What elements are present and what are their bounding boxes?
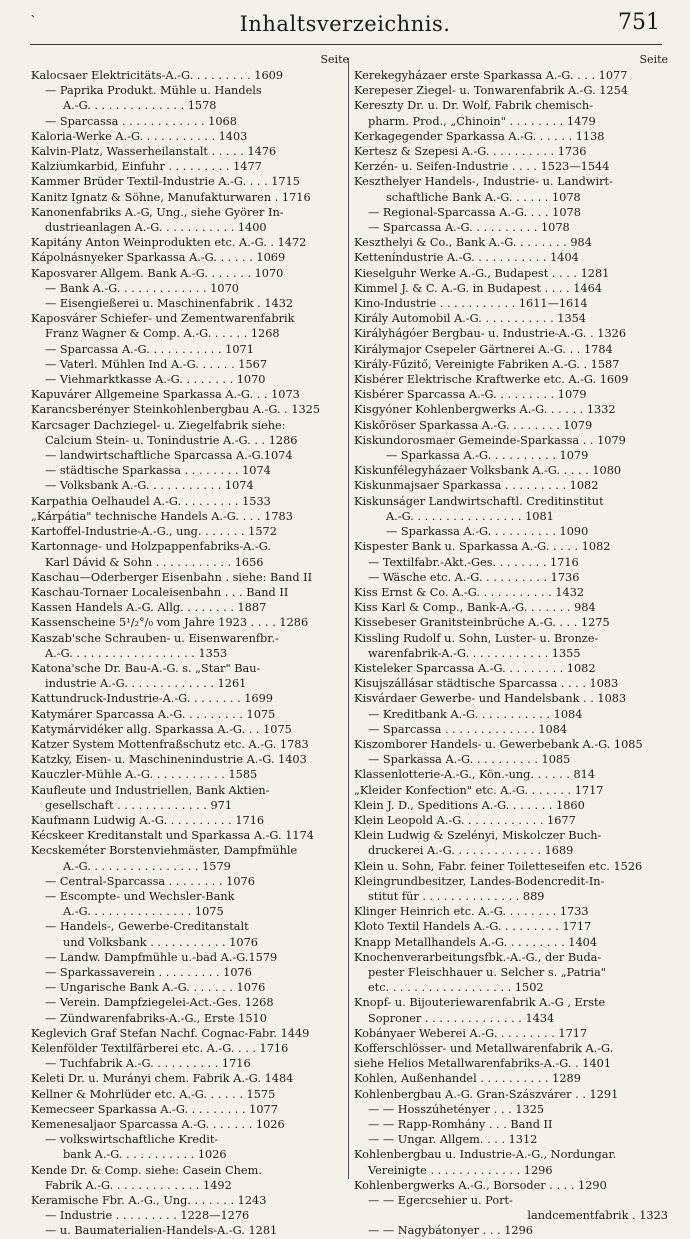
index-entry: Fabrik A.-G. . . . . . . . . . . . . 1492 [45, 1178, 232, 1192]
index-entry: Király-Fűzitő, Vereinigte Fabriken A.-G. . 1587 [354, 357, 620, 371]
index-entry: — landwirtschaftliche Sparcassa A.-G.1074 [45, 449, 293, 463]
index-entry: Klassenlotterie-A.-G., Kön.-ung. . . . . . 814 [354, 768, 596, 782]
index-entry: Kisbérer Sparcassa A.-G. . . . . . . . . 1079 [354, 388, 587, 402]
index-entry: Kécskeer Kreditanstalt und Sparkassa A.-G. 1174 [31, 829, 314, 843]
index-entry: — — Rapp-Romhány . . . Band II [368, 1118, 553, 1132]
index-entry: Klein u. Sohn, Fabr. feiner Toiletteseifen etc. 1526 [354, 859, 643, 873]
index-entry: — Paprika Produkt. Mühle u. Handels [45, 84, 262, 98]
index-entry: Kalvin-Platz, Wasserheilanstalt . . . . . 1476 [31, 145, 277, 159]
index-entry: Katzky, Eisen- u. Maschinenindustrie A.-G. 1403 [31, 753, 307, 767]
index-entry: — u. Baumaterialien-Handels-A.-G. 1281 [45, 1224, 278, 1238]
index-entry: — Volksbank A.-G. . . . . . . . . . . 1074 [45, 479, 254, 493]
index-entry: A.-G. . . . . . . . . . . . . . . . . . 1353 [45, 646, 228, 660]
index-entry: Kohlenbergbau u. Industrie-A.-G., Nordungar. [354, 1148, 617, 1162]
page-title: Inhaltsverzeichnis. [239, 12, 451, 36]
index-entry: A.-G. . . . . . . . . . . . . . . . 1579 [63, 859, 231, 873]
index-entry: — Textilfabr.-Akt.-Ges. . . . . . . . 1716 [368, 555, 579, 569]
index-entry: Királyhágóer Bergbau- u. Industrie-A.-G. . 1326 [354, 327, 627, 341]
index-entry: — Eisengießerei u. Maschinenfabrik . 1432 [45, 297, 294, 311]
index-entry: druckerei A.-G. . . . . . . . . . . . . 1689 [368, 844, 574, 858]
index-entry: Keszthelyi & Co., Bank A.-G. . . . . . . . 984 [354, 236, 592, 250]
index-entry: Kohlenbergwerks A.-G., Borsoder . . . . 1290 [354, 1178, 607, 1192]
index-entry: Keglevich Graf Stefan Nachf. Cognac-Fabr. 1449 [31, 1026, 310, 1040]
index-entry: Kisgyóner Kohlenbergwerks A.-G. . . . . . 1332 [354, 403, 616, 417]
index-entry: — volkswirtschaftliche Kredit- [45, 1133, 219, 1147]
index-entry: — Kreditbank A.-G. . . . . . . . . . . 1084 [368, 707, 583, 721]
index-entry: Kiskunmajsaer Sparkassa . . . . . . . . . 1082 [354, 479, 599, 493]
index-entry: A.-G. . . . . . . . . . . . . . . . 1081 [386, 509, 554, 523]
index-entry: Keramische Fbr. A.-G., Ung. . . . . . . 1243 [31, 1194, 267, 1208]
index-entry: — Sparcassa . . . . . . . . . . . . . 1084 [368, 722, 568, 736]
index-entry: Kanonenfabriks A.-G, Ung., siehe Györer In- [31, 205, 284, 219]
header-mark: ` [30, 14, 37, 30]
column-divider [348, 58, 349, 1179]
index-entry: Franz Wagner & Comp. A.-G. . . . . . 1268 [45, 327, 280, 341]
index-entry: Kaufleute und Industriellen, Bank Aktien- [31, 783, 270, 797]
page-number: 751 [618, 10, 660, 35]
index-entry: Katona'sche Dr. Bau-A.-G. s. „Star" Bau- [31, 661, 261, 675]
page-header [0, 6, 690, 46]
index-entry: Kimmel J. & C. A.-G. in Budapest . . . . 1464 [354, 281, 602, 295]
index-entry: A.-G. . . . . . . . . . . . . . . 1075 [63, 905, 224, 919]
index-entry: Kaposvarer Allgem. Bank A.-G. . . . . . . 1070 [31, 266, 284, 280]
index-entry: — Industrie . . . . . . . . . 1228—1276 [45, 1209, 250, 1223]
index-entry: Kiskunságer Landwirtschaftl. Creditinstitut [354, 494, 604, 508]
index-entry: und Volksbank . . . . . . . . . . . 1076 [63, 935, 258, 949]
index-entry: Királymajor Csepeler Gärtnerei A.-G. . . 1784 [354, 342, 613, 356]
index-entry: Soproner . . . . . . . . . . . . . . 1434 [368, 1011, 555, 1025]
index-entry: stitut für . . . . . . . . . . . . . . 889 [368, 889, 545, 903]
index-entry: pharm. Prod., „Chinoin" . . . . . . . . 1479 [368, 114, 596, 128]
index-entry: — — Nagybátonyer . . . 1296 [368, 1224, 533, 1238]
left-entries [31, 68, 349, 1239]
index-entry: Kissling Rudolf u. Sohn, Luster- u. Bronze- [354, 631, 599, 645]
index-entry: Kiszomborer Handels- u. Gewerbebank A.-G. 1085 [354, 737, 643, 751]
index-entry: Kleingrundbesitzer, Landes-Bodencredit-In- [354, 874, 605, 888]
index-entry: Kerzén- u. Seifen-Industrie . . . . 1523—1544 [354, 160, 610, 174]
index-entry: Kammer Brüder Textil-Industrie A.-G. . . . 1715 [31, 175, 300, 189]
index-entry: Klein Ludwig & Szelényi, Miskolczer Buch- [354, 829, 602, 843]
index-entry: Kecskeméter Borstenviehmäster, Dampfmühle [31, 844, 298, 858]
index-entry: Karl Dávid & Sohn . . . . . . . . . . . 1656 [45, 555, 264, 569]
index-entry: Kereszty Dr. u. Dr. Wolf, Fabrik chemisch- [354, 99, 593, 113]
index-entry: Kellner & Mohrlüder etc. A.-G. . . . . . 1575 [31, 1087, 276, 1101]
index-entry: Kemecseer Sparkassa A.-G. . . . . . . . . 1077 [31, 1102, 278, 1116]
index-entry: Kofferschlösser- und Metallwarenfabrik A.-G. [354, 1042, 614, 1055]
index-entry: warenfabrik-A.-G. . . . . . . . . . . . 1355 [368, 646, 581, 660]
index-entry: Kieselguhr Werke A.-G., Budapest . . . . 1281 [354, 266, 610, 280]
index-entry: — Ungarische Bank A.-G. . . . . . . 1076 [45, 981, 266, 995]
index-entry: Kloto Textil Handels A.-G. . . . . . . . . 1717 [354, 920, 592, 934]
index-entry: gesellschaft . . . . . . . . . . . . . 971 [45, 798, 232, 812]
index-entry: Kiss Ernst & Co. A.-G. . . . . . . . . . . 1432 [354, 585, 585, 599]
index-entry: etc. . . . . . . . . . . . . . . . . . 1502 [368, 981, 544, 995]
index-entry: Klein Leopold A.-G. . . . . . . . . . . . 1677 [354, 813, 576, 827]
index-entry: Katymárer Sparcassa A.-G. . . . . . . . . 1075 [31, 707, 276, 721]
index-entry: Kohlenbergbau A.-G. Gran-Szászvárer . . 1291 [354, 1087, 619, 1101]
index-entry: — Central-Sparcassa . . . . . . . . 1076 [45, 874, 255, 888]
index-entry: pester Fleischhauer u. Selcher s. „Patria" [368, 965, 606, 979]
index-entry: Kende Dr. & Comp. siehe: Casein Chem. [31, 1163, 262, 1177]
index-entry: Klein J. D., Speditions A.-G. . . . . . . 1860 [354, 798, 585, 812]
index-entry: Kattundruck-Industrie-A.-G. . . . . . . . 1699 [31, 692, 273, 706]
index-entry: Kerekegyházaer erste Sparkassa A.-G. . . . 1077 [354, 69, 628, 82]
index-entry: schaftliche Bank A.-G. . . . . . 1078 [386, 190, 581, 204]
index-entry: Knochenverarbeitungsfbk.-A.-G., der Buda- [354, 950, 602, 964]
index-entry: Karancsberényer Steinkohlenbergbau A.-G. . 1325 [31, 403, 321, 417]
index-entry: industrie A.-G. . . . . . . . . . . . . 1261 [45, 677, 247, 691]
index-entry: Knopf- u. Bijouteriewarenfabrik A.-G , Erste [354, 996, 606, 1010]
index-entry: Kaschau—Oderberger Eisenbahn . siehe: Band II [31, 570, 313, 584]
index-entry: Kiss Karl & Comp., Bank-A.-G. . . . . . . 984 [354, 601, 596, 615]
index-entry: Kemenesaljaor Sparcassa A.-G. . . . . . . 1026 [31, 1118, 285, 1132]
index-entry: Kassenscheine 5¹/₂°/₀ vom Jahre 1923 . . . . 1286 [31, 616, 309, 630]
index-entry: Kápolnásnyeker Sparkassa A.-G. . . . . . 1069 [31, 251, 286, 265]
right-entries [354, 68, 668, 1239]
index-entry: — Vaterl. Mühlen Ind A.-G. . . . . . 1567 [45, 357, 268, 371]
index-entry: dustrieanlagen A.-G. . . . . . . . . . . 1400 [45, 221, 267, 235]
index-entry: Kassen Handels A.-G. Allg. . . . . . . . 1887 [31, 601, 267, 615]
index-entry: Kertesz & Szepesi A.-G. . . . . . . . . . 1736 [354, 145, 587, 159]
index-entry: Kisujszállásar städtische Sparcassa . . . . 1083 [354, 677, 619, 691]
index-entry: Karcsager Dachziegel- u. Ziegelfabrik siehe: [31, 418, 286, 432]
index-entry: — Regional-Sparcassa A.-G. . . . 1078 [368, 205, 581, 219]
index-entry: — Sparkassa A.-G. . . . . . . . . . 1090 [386, 525, 589, 539]
index-entry: Keleti Dr. u. Murányi chem. Fabrik A.-G. 1484 [31, 1072, 294, 1086]
index-entry: Kiskunfélegyházaer Volksbank A.-G. . . . . 1080 [354, 464, 622, 478]
index-entry: — — Egercsehier u. Port- [368, 1194, 513, 1208]
index-entry: Katymárvidéker allg. Sparkassa A.-G. . . 1075 [31, 722, 292, 736]
index-entry: — — Hosszúhetényer . . . 1325 [368, 1102, 545, 1116]
index-entry: Calcium Stein- u. Tonindustrie A.-G. . . 1286 [45, 433, 298, 447]
index-entry: Kalocsaer Elektricitäts-A.-G. . . . . . . . . 1609 [31, 69, 284, 82]
index-entry: Kisbérer Elektrische Kraftwerke etc. A.-G. 1609 [354, 373, 629, 387]
index-entry: „Kárpátia" technische Handels A.-G. . . . 1783 [31, 509, 293, 523]
index-entry: — Sparkassa A.-G. . . . . . . . . . 1079 [386, 449, 589, 463]
index-entry: Kiskőröser Sparkassa A.-G. . . . . . . . 1079 [354, 418, 593, 432]
index-entry: Kalziumkarbid, Einfuhr . . . . . . . . . 1477 [31, 160, 262, 174]
index-entry: — Sparkassaverein . . . . . . . . . 1076 [45, 965, 252, 979]
index-entry: Katzer System Mottenfraßschutz etc. A.-G. 1783 [31, 737, 309, 751]
index-entry: siehe Helios Metallwarenfabriks-A.-G. . 1401 [354, 1057, 612, 1071]
index-entry: Kaszab'sche Schrauben- u. Eisenwarenfbr.- [31, 631, 279, 645]
index-entry: — Tuchfabrik A.-G. . . . . . . . . . 1716 [45, 1057, 251, 1071]
index-entry: — Sparkassa A.-G. . . . . . . . . . 1085 [368, 753, 571, 767]
index-entry: landcementfabrik . 1323 [527, 1209, 668, 1223]
index-entry: Keszthelyer Handels-, Industrie- u. Landwirt- [354, 175, 613, 189]
index-entry: Kaschau-Tornaer Localeisenbahn . . . Band II [31, 585, 289, 599]
index-entry: Kanitz Ignatz & Söhne, Manufakturwaren . 1716 [31, 190, 311, 204]
index-entry: Kaposvárer Schiefer- und Zementwarenfabrik [31, 312, 295, 326]
index-entry: — Viehmarktkasse A.-G. . . . . . . . 1070 [45, 373, 266, 387]
index-entry: Kispester Bank u. Sparkassa A.-G. . . . . 1082 [354, 540, 611, 554]
index-entry: bank A.-G. . . . . . . . . . . 1026 [63, 1148, 227, 1162]
index-entry: Kino-Industrie . . . . . . . . . . . 1611—1614 [354, 297, 588, 311]
index-entry: Kapuvárer Allgemeine Sparkassa A.-G. . . 1073 [31, 388, 300, 402]
index-entry: — Zündwarenfabriks-A.-G., Erste 1510 [45, 1011, 267, 1025]
index-entry: — städtische Sparkassa . . . . . . . . 1074 [45, 464, 271, 478]
index-entry: Klinger Heinrich etc. A.-G. . . . . . . . 1733 [354, 905, 589, 919]
left-seite-label: Seite [320, 53, 349, 66]
index-entry: Karpathia Oelhaudel A.-G. . . . . . . . . 1533 [31, 494, 271, 508]
header-rule [30, 44, 662, 45]
index-entry: Kiskundorosmaer Gemeinde-Sparkassa . . 1079 [354, 433, 626, 447]
index-entry: Kerepeser Ziegel- u. Tonwarenfabrik A.-G. 1254 [354, 84, 629, 98]
index-entry: Kisteleker Sparcassa A.-G. . . . . . . . . 1082 [354, 661, 596, 675]
index-entry: Király Automobil A.-G. . . . . . . . . . . 1354 [354, 312, 587, 326]
index-entry: — Escompte- und Wechsler-Bank [45, 889, 235, 903]
index-entry: — — Ungar. Allgem. . . . 1312 [368, 1133, 538, 1147]
left-column [31, 52, 349, 1239]
index-entry: — Handels-, Gewerbe-Creditanstalt [45, 920, 249, 934]
index-entry: — Verein. Dampfziegelei-Act.-Ges. 1268 [45, 996, 274, 1010]
index-entry: Kartoffel-Industrie-A.-G., ung. . . . . . . 1572 [31, 525, 277, 539]
index-entry: Kaloria-Werke A.-G. . . . . . . . . . . 1403 [31, 129, 248, 143]
index-entry: Knapp Metallhandels A.-G. . . . . . . . . 1404 [354, 935, 598, 949]
index-entry: Vereinigte . . . . . . . . . . . . . 1296 [368, 1163, 553, 1177]
index-entry: — Landw. Dampfmühle u.-bad A.-G.1579 [45, 950, 278, 964]
index-entry: — Sparcassa A.-G. . . . . . . . . . 1078 [368, 221, 570, 235]
index-entry: Kartonnage- und Holzpappenfabriks-A.-G. [31, 540, 271, 554]
right-column [354, 52, 668, 1239]
index-entry: A.-G. . . . . . . . . . . . . . 1578 [63, 99, 217, 113]
index-entry: Kapitány Anton Weinprodukten etc. A.-G. . 1472 [31, 236, 307, 250]
index-entry: Ketteníndustrie A.-G. . . . . . . . . . . 1404 [354, 251, 579, 265]
index-entry: Kerkagegender Sparkassa A.-G. . . . . . 1138 [354, 129, 605, 143]
index-entry: Kauczler-Mühle A.-G. . . . . . . . . . . 1585 [31, 768, 258, 782]
index-entry: Kisvárdaer Gewerbe- und Handelsbank . . 1083 [354, 692, 627, 706]
index-entry: — Sparcassa . . . . . . . . . . . . 1068 [45, 114, 237, 128]
index-entry: Kaufmann Ludwig A.-G. . . . . . . . . . 1716 [31, 813, 265, 827]
index-entry: Kobányaer Weberei A.-G. . . . . . . . . 1717 [354, 1026, 588, 1040]
right-seite-label: Seite [639, 53, 668, 66]
index-entry: — Sparcassa A.-G. . . . . . . . . . . 1071 [45, 342, 254, 356]
index-entry: Kelenfölder Textilfärberei etc. A.-G. . . . 1716 [31, 1042, 289, 1055]
index-entry: — Wäsche etc. A.-G. . . . . . . . . . 1736 [368, 570, 580, 584]
index-entry: — Bank A.-G. . . . . . . . . . . . . 1070 [45, 281, 239, 295]
index-entry: „Kleider Konfection" etc. A.-G. . . . . . . 1717 [354, 783, 604, 797]
index-entry: Kissebeser Granitsteinbrüche A.-G. . . . 1275 [354, 616, 610, 630]
index-entry: Kohlen, Außenhandel . . . . . . . . . . 1289 [354, 1072, 581, 1086]
